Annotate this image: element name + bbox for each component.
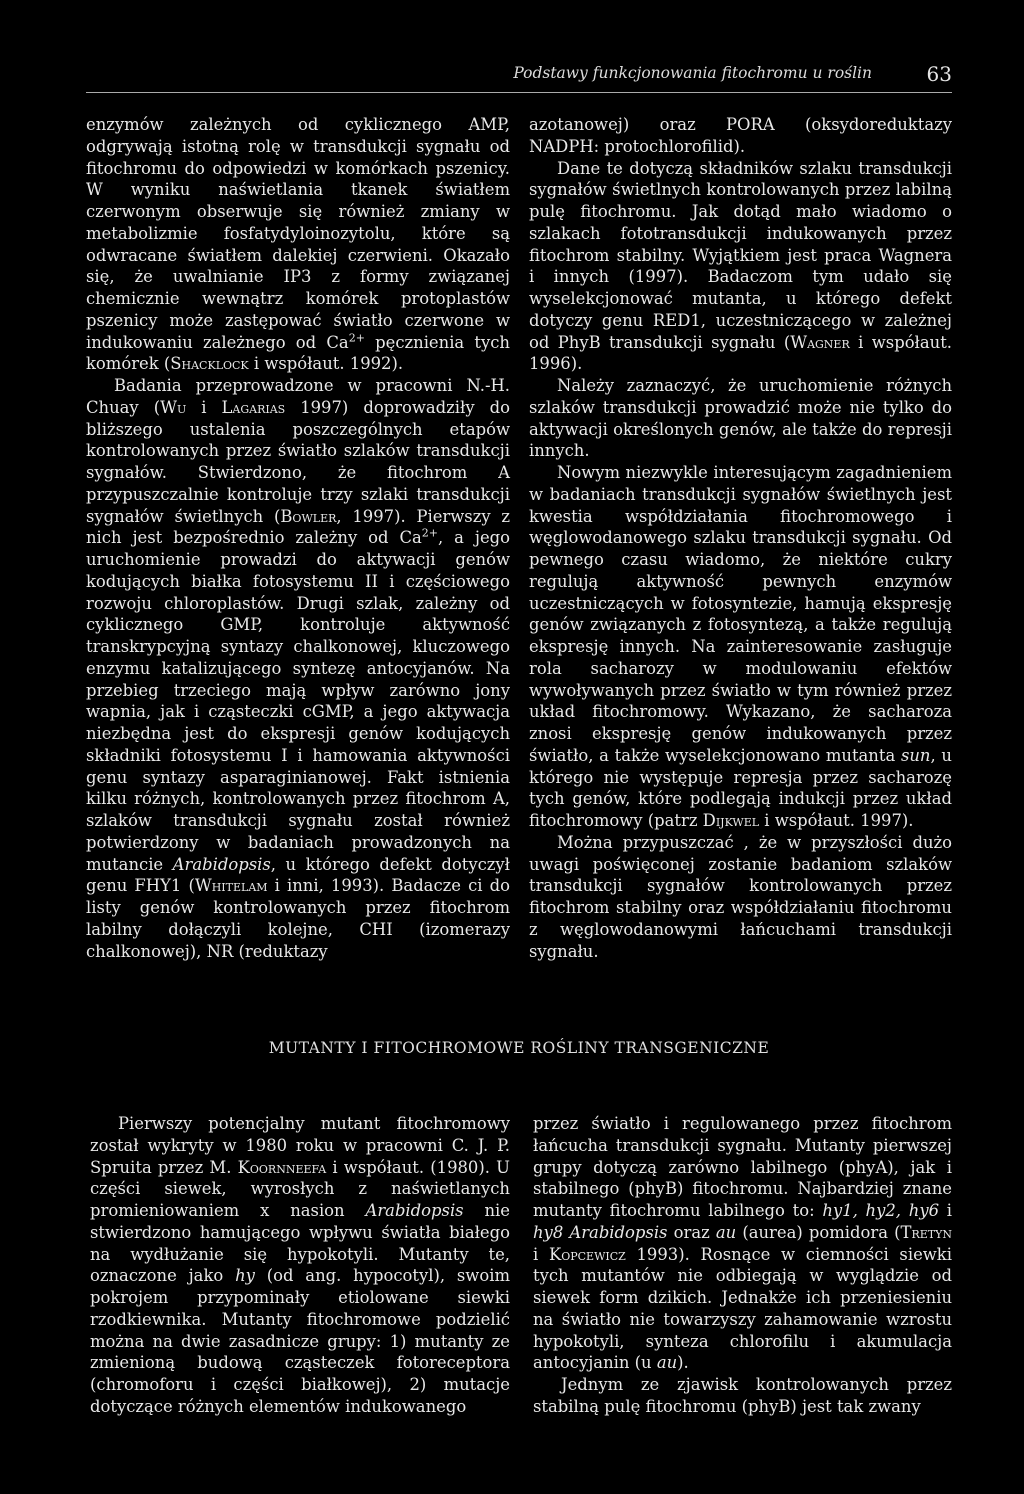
citation: Wu bbox=[160, 397, 187, 417]
column-left-bottom bbox=[90, 1113, 510, 1418]
paragraph: enzymów zależnych od cyklicznego AMP, odgrywają istotną rolę w transdukcji sygnału od fitochromu do odpowiedzi w komórkach pszenicy. W wyniku naświetlania tkanek światłem czerwonym obserwuje się również zmiany w metabolizmie fosfatydyloinozytolu, które są odwracane światłem dalekiej czerwieni. Okazało się, że uwalnianie IP3 z formy związanej chemicznie wewnątrz komórek protoplastów pszenicy może zastępować światło czerwone w indukowaniu zależnego od $Ca^{2+}$ pęcznienia tych komórek (Shacklock i współaut. 1992). bbox=[86, 115, 510, 374]
paragraph: azotanowej) oraz PORA (oksydoreduktazy NADPH: protochlorofilid). bbox=[529, 115, 952, 156]
citation: Lagarias bbox=[221, 397, 286, 417]
paragraph: Badania przeprowadzone w pracowni N.-H. Chuay (Wu i Lagarias 1997) doprowadziły do bliższego ustalenia poszczególnych etapów kontrolowanych przez światło szlaków transdukcji sygnałów. Stwierdzono, że fitochrom A przypuszczalnie kontroluje trzy szlaki transdukcji sygnałów świetlnych (Bowler, 1997). Pierwszy z nich jest bezpośrednio zależny od $Ca^{2+}$, a jego uruchomienie prowadzi do aktywacji genów kodujących białka fotosystemu II i częściowego rozwoju chloroplastów. Drugi szlak, zależny od cyklicznego GMP, kontroluje aktywność transkrypcyjną syntazy chalkonowej, kluczowego enzymu katalizującego syntezę antocyjanów. Na przebieg trzeciego mają wpływ zarówno jony wapnia, jak i cząsteczki cGMP, a jego aktywacja niezbędna jest do ekspresji genów kodujących składniki fotosystemu I i hamowania aktywności genu syntazy asparaginianowej. Fakt istnienia kilku różnych, kontrolowanych przez fitochrom A, szlaków transdukcji sygnału został również potwierdzony w badaniach prowadzonych na mutancie Arabidopsis, u którego defekt dotyczył genu FHY1 (Whitelam i inni, 1993). Badacze ci do listy genów kontrolowanych przez fitochrom labilny dołączyli kolejne, CHI (izomerazy chalkonowej), NR (reduktazy bbox=[86, 376, 511, 961]
citation: Shacklock bbox=[170, 354, 249, 374]
paragraph: Pierwszy potencjalny mutant fitochromowy został wykryty w 1980 roku w pracowni C. J. P. Spruita przez M. Koornneefa i współaut. (1980). U części siewek, wyrosłych z naświetlanych promieniowaniem x nasion Arabidopsis nie stwierdzono hamującego wpływu światła białego na wydłużanie się hypokotyli. Mutanty te, oznaczone jako hy (od ang. hypocotyl), swoim pokrojem przypominały etiolowane siewki rzodkiewnika. Mutanty fitochromowe podzielić można na dwie zasadnicze grupy: 1) mutanty ze zmienioną budową cząsteczek fotoreceptora (chromoforu i części białkowej), 2) mutacje dotyczące różnych elementów indukowanego bbox=[90, 1114, 510, 1416]
column-right-top bbox=[529, 114, 952, 962]
page-number: 63 bbox=[926, 62, 952, 86]
paragraph: Jednym ze zjawisk kontrolowanych przez stabilną pulę fitochromu (phyB) jest tak zwany bbox=[533, 1375, 952, 1416]
column-right-bottom bbox=[533, 1113, 952, 1418]
mutant-name: au bbox=[656, 1353, 678, 1373]
mutant-name: sun bbox=[900, 745, 931, 765]
header-rule bbox=[86, 92, 952, 93]
paragraph: Dane te dotyczą składników szlaku transdukcji sygnałów świetlnych kontrolowanych przez labilną pulę fitochromu. Jak dotąd mało wiadomo o szlakach fototransdukcji indukowanych przez fitochrom stabilny. Wyjątkiem jest praca Wagnera i innych (1997). Badaczom tym udało się wyselekcjonować mutanta, u którego defekt dotyczy genu RED1, uczestniczącego w zależnej od PhyB transdukcji sygnału (Wagner i współaut. 1996). bbox=[529, 158, 952, 374]
paragraph: Nowym niezwykle interesującym zagadnieniem w badaniach transdukcji sygnałów świetlnych jest kwestia współdziałania fitochromowego i węglowodanowego szlaku transdukcji sygnału. Od pewnego czasu wiadomo, że niektóre cukry regulują aktywność pewnych enzymów uczestniczących w fotosyntezie, hamują ekspresję genów związanych z fotosyntezą, a także regulują ekspresję innych. Na zainteresowanie zasługuje rola sacharozy w modulowaniu efektów wywoływanych przez światło w tym również przez układ fitochromowy. Wykazano, że sacharoza znosi ekspresję genów indukowanych przez światło, a także wyselekcjonowano mutanta sun, u którego nie występuje represja przez sacharozę tych genów, które podlegają indukcji przez układ fitochromowy (patrz Dijkwel i współaut. 1997). bbox=[529, 463, 952, 830]
paragraph: przez światło i regulowanego przez fitochrom łańcucha transdukcji sygnału. Mutanty pierwszej grupy dotyczą zarówno labilnego (phyA), jak i stabilnego (phyB) fitochromu. Najbardziej znane mutanty fitochromu labilnego to: hy1, hy2, hy6 i hy8 Arabidopsis oraz au (aurea) pomidora (Tretyn i Kopcewicz 1993). Rosnące w ciemności siewki tych mutantów nie odbiegają w wyglądzie od siewek form dzikich. Jednakże ich przeniesieniu na światło nie towarzyszy zahamowanie wzrostu hypokotyli, synteza chlorofilu i akumulacja antocyjanin (u au). bbox=[533, 1114, 953, 1373]
mutant-name: hy bbox=[235, 1266, 255, 1286]
citation: Kopcewicz bbox=[548, 1244, 626, 1264]
citation: Whitelam bbox=[194, 876, 268, 896]
species-name: Arabidopsis bbox=[365, 1201, 464, 1220]
running-title: Podstawy funkcjonowania fitochromu u roślin bbox=[513, 64, 872, 82]
mutant-name: hy8 Arabidopsis bbox=[533, 1222, 668, 1242]
paragraph: Można przypuszczać , że w przyszłości dużo uwagi poświęconej zostanie badaniom szlaków transdukcji sygnałów kontrolowanych przez fitochrom stabilny oraz współdziałaniu fitochromu z węglowodanowymi łańcuchami transdukcji sygnału. bbox=[529, 832, 952, 961]
paragraph: Należy zaznaczyć, że uruchomienie różnych szlaków transdukcji prowadzić może nie tylko do aktywacji określonych genów, ale także do represji innych. bbox=[529, 376, 952, 461]
mutant-name: au bbox=[715, 1222, 737, 1242]
column-left-top bbox=[86, 114, 510, 962]
citation: Tretyn bbox=[900, 1222, 952, 1242]
citation: Koornneefa bbox=[237, 1157, 327, 1177]
section-heading: MUTANTY I FITOCHROMOWE ROŚLINY TRANSGENICZNE bbox=[268, 1039, 770, 1057]
page-header bbox=[86, 62, 952, 88]
species-name: Arabidopsis bbox=[172, 854, 271, 874]
citation: Bowler bbox=[280, 506, 337, 526]
mutant-name: hy1, hy2, hy6 bbox=[822, 1201, 940, 1220]
citation: Dijkwel bbox=[702, 811, 760, 830]
citation: Wagner bbox=[790, 332, 850, 352]
